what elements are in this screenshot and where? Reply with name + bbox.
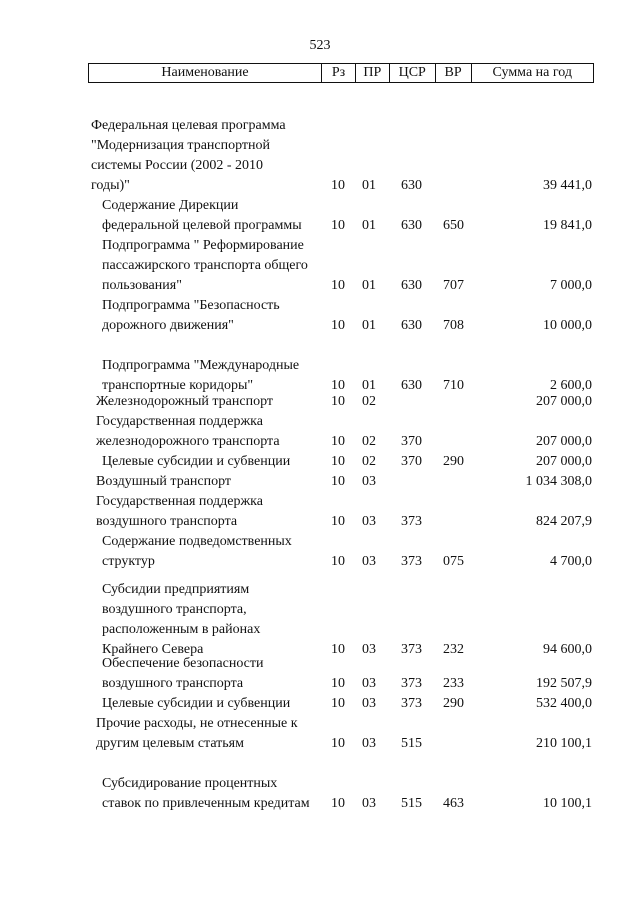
cell-rz: 10 xyxy=(331,696,345,711)
cell-sum: 824 207,9 xyxy=(536,514,592,529)
cell-pr: 02 xyxy=(362,394,376,409)
cell-vr: 233 xyxy=(443,676,464,691)
row-name-line: воздушного транспорта xyxy=(96,514,238,529)
table-row xyxy=(0,296,640,336)
cell-vr: 463 xyxy=(443,796,464,811)
table-row xyxy=(0,580,640,660)
row-name xyxy=(96,412,332,452)
cell-sum: 7 000,0 xyxy=(550,278,592,293)
cell-vr: 708 xyxy=(443,318,464,333)
cell-pr: 03 xyxy=(362,696,376,711)
row-name-line: Содержание Дирекции xyxy=(102,198,239,213)
cell-csr: 630 xyxy=(401,318,422,333)
row-name-line: Целевые субсидии и субвенции xyxy=(102,454,291,469)
header-name: Наименование xyxy=(89,64,322,82)
table-header xyxy=(88,63,594,83)
cell-rz: 10 xyxy=(331,554,345,569)
cell-csr: 630 xyxy=(401,278,422,293)
row-name-line: Железнодорожный транспорт xyxy=(96,394,274,409)
row-name-line: Крайнего Севера xyxy=(102,642,204,657)
row-name-line: Государственная поддержка xyxy=(96,414,263,429)
cell-rz: 10 xyxy=(331,796,345,811)
cell-csr: 370 xyxy=(401,454,422,469)
table-row xyxy=(0,196,640,236)
cell-rz: 10 xyxy=(331,178,345,193)
row-name xyxy=(102,356,338,396)
row-name-line: федеральной целевой программы xyxy=(102,218,302,233)
cell-rz: 10 xyxy=(331,218,345,233)
cell-vr: 290 xyxy=(443,454,464,469)
cell-pr: 03 xyxy=(362,676,376,691)
cell-rz: 10 xyxy=(331,676,345,691)
cell-rz: 10 xyxy=(331,378,345,393)
row-name xyxy=(96,492,332,532)
row-name xyxy=(102,654,338,694)
cell-sum: 4 700,0 xyxy=(550,554,592,569)
row-name-line: "Модернизация транспортной xyxy=(91,138,271,153)
row-name xyxy=(96,714,332,754)
cell-vr: 650 xyxy=(443,218,464,233)
cell-rz: 10 xyxy=(331,642,345,657)
cell-pr: 03 xyxy=(362,736,376,751)
cell-sum: 207 000,0 xyxy=(536,454,592,469)
row-name-line: другим целевым статьям xyxy=(96,736,244,751)
cell-vr: 707 xyxy=(443,278,464,293)
cell-rz: 10 xyxy=(331,278,345,293)
row-name xyxy=(102,236,338,296)
page-number: 523 xyxy=(309,38,331,53)
row-name-line: пассажирского транспорта общего xyxy=(102,258,308,273)
cell-rz: 10 xyxy=(331,474,345,489)
row-name-line: ставок по привлеченным кредитам xyxy=(102,796,310,811)
table-row xyxy=(0,472,640,492)
cell-csr: 515 xyxy=(401,796,422,811)
row-name xyxy=(102,774,338,814)
table-row xyxy=(0,392,640,412)
cell-csr: 515 xyxy=(401,736,422,751)
cell-pr: 01 xyxy=(362,278,376,293)
cell-rz: 10 xyxy=(331,514,345,529)
header-sum: Сумма на год xyxy=(492,65,572,80)
cell-rz: 10 xyxy=(331,454,345,469)
row-name xyxy=(96,392,332,412)
cell-csr: 630 xyxy=(401,218,422,233)
header-vr: ВР xyxy=(436,64,472,82)
table-row xyxy=(0,654,640,694)
cell-vr: 075 xyxy=(443,554,464,569)
header-pr: ПР xyxy=(356,64,390,82)
cell-vr: 710 xyxy=(443,378,464,393)
cell-vr: 232 xyxy=(443,642,464,657)
row-name-line: Подпрограмма "Международные xyxy=(102,358,300,373)
row-name-line: Субсидирование процентных xyxy=(102,776,278,791)
cell-csr: 373 xyxy=(401,676,422,691)
cell-rz: 10 xyxy=(331,318,345,333)
row-name-line: Субсидии предприятиям xyxy=(102,582,250,597)
table-row xyxy=(0,532,640,572)
cell-rz: 10 xyxy=(331,736,345,751)
cell-pr: 01 xyxy=(362,318,376,333)
row-name xyxy=(102,532,338,572)
cell-pr: 03 xyxy=(362,554,376,569)
cell-sum: 192 507,9 xyxy=(536,676,592,691)
table-row xyxy=(0,694,640,714)
cell-sum: 19 841,0 xyxy=(543,218,592,233)
cell-csr: 373 xyxy=(401,642,422,657)
cell-pr: 03 xyxy=(362,796,376,811)
cell-vr: 290 xyxy=(443,696,464,711)
cell-csr: 370 xyxy=(401,434,422,449)
table-row xyxy=(0,236,640,296)
cell-csr: 373 xyxy=(401,514,422,529)
cell-sum: 2 600,0 xyxy=(550,378,592,393)
row-name-line: Содержание подведомственных xyxy=(102,534,292,549)
row-name xyxy=(96,472,332,492)
row-name-line: Подпрограмма "Безопасность xyxy=(102,298,280,313)
row-name-line: Государственная поддержка xyxy=(96,494,263,509)
cell-pr: 03 xyxy=(362,474,376,489)
row-name-line: расположенным в районах xyxy=(102,622,261,637)
table-row xyxy=(0,116,640,196)
row-name-line: Федеральная целевая программа xyxy=(91,118,286,133)
row-name xyxy=(102,580,338,660)
row-name-line: структур xyxy=(102,554,155,569)
cell-pr: 03 xyxy=(362,642,376,657)
cell-sum: 207 000,0 xyxy=(536,434,592,449)
cell-pr: 01 xyxy=(362,178,376,193)
row-name xyxy=(91,116,327,196)
table-row xyxy=(0,774,640,814)
header-rz: Рз xyxy=(322,64,356,82)
cell-csr: 373 xyxy=(401,696,422,711)
row-name-line: дорожного движения" xyxy=(102,318,234,333)
row-name-line: Прочие расходы, не отнесенные к xyxy=(96,716,298,731)
cell-sum: 94 600,0 xyxy=(543,642,592,657)
table-row xyxy=(0,492,640,532)
row-name xyxy=(102,296,338,336)
cell-sum: 210 100,1 xyxy=(536,736,592,751)
row-name-line: воздушного транспорта xyxy=(102,676,244,691)
cell-pr: 01 xyxy=(362,218,376,233)
row-name-line: годы)" xyxy=(91,178,130,193)
cell-csr: 630 xyxy=(401,378,422,393)
row-name xyxy=(102,694,338,714)
cell-pr: 02 xyxy=(362,454,376,469)
row-name-line: железнодорожного транспорта xyxy=(96,434,280,449)
cell-rz: 10 xyxy=(331,394,345,409)
row-name-line: системы России (2002 - 2010 xyxy=(91,158,264,173)
cell-rz: 10 xyxy=(331,434,345,449)
row-name-line: Обеспечение безопасности xyxy=(102,656,264,671)
row-name-line: транспортные коридоры" xyxy=(102,378,254,393)
cell-csr: 630 xyxy=(401,178,422,193)
row-name xyxy=(102,452,338,472)
cell-csr: 373 xyxy=(401,554,422,569)
table-row xyxy=(0,714,640,754)
table-row xyxy=(0,412,640,452)
cell-sum: 10 000,0 xyxy=(543,318,592,333)
row-name-line: Целевые субсидии и субвенции xyxy=(102,696,291,711)
row-name-line: Подпрограмма " Реформирование xyxy=(102,238,304,253)
table-row xyxy=(0,356,640,396)
table-row xyxy=(0,452,640,472)
cell-sum: 532 400,0 xyxy=(536,696,592,711)
row-name-line: воздушного транспорта, xyxy=(102,602,247,617)
row-name-line: пользования" xyxy=(102,278,182,293)
cell-sum: 39 441,0 xyxy=(543,178,592,193)
cell-pr: 01 xyxy=(362,378,376,393)
cell-sum: 10 100,1 xyxy=(543,796,592,811)
cell-pr: 02 xyxy=(362,434,376,449)
row-name-line: Воздушный транспорт xyxy=(96,474,232,489)
cell-pr: 03 xyxy=(362,514,376,529)
row-name xyxy=(102,196,338,236)
cell-sum: 1 034 308,0 xyxy=(525,474,592,489)
cell-sum: 207 000,0 xyxy=(536,394,592,409)
header-csr: ЦСР xyxy=(390,64,436,82)
